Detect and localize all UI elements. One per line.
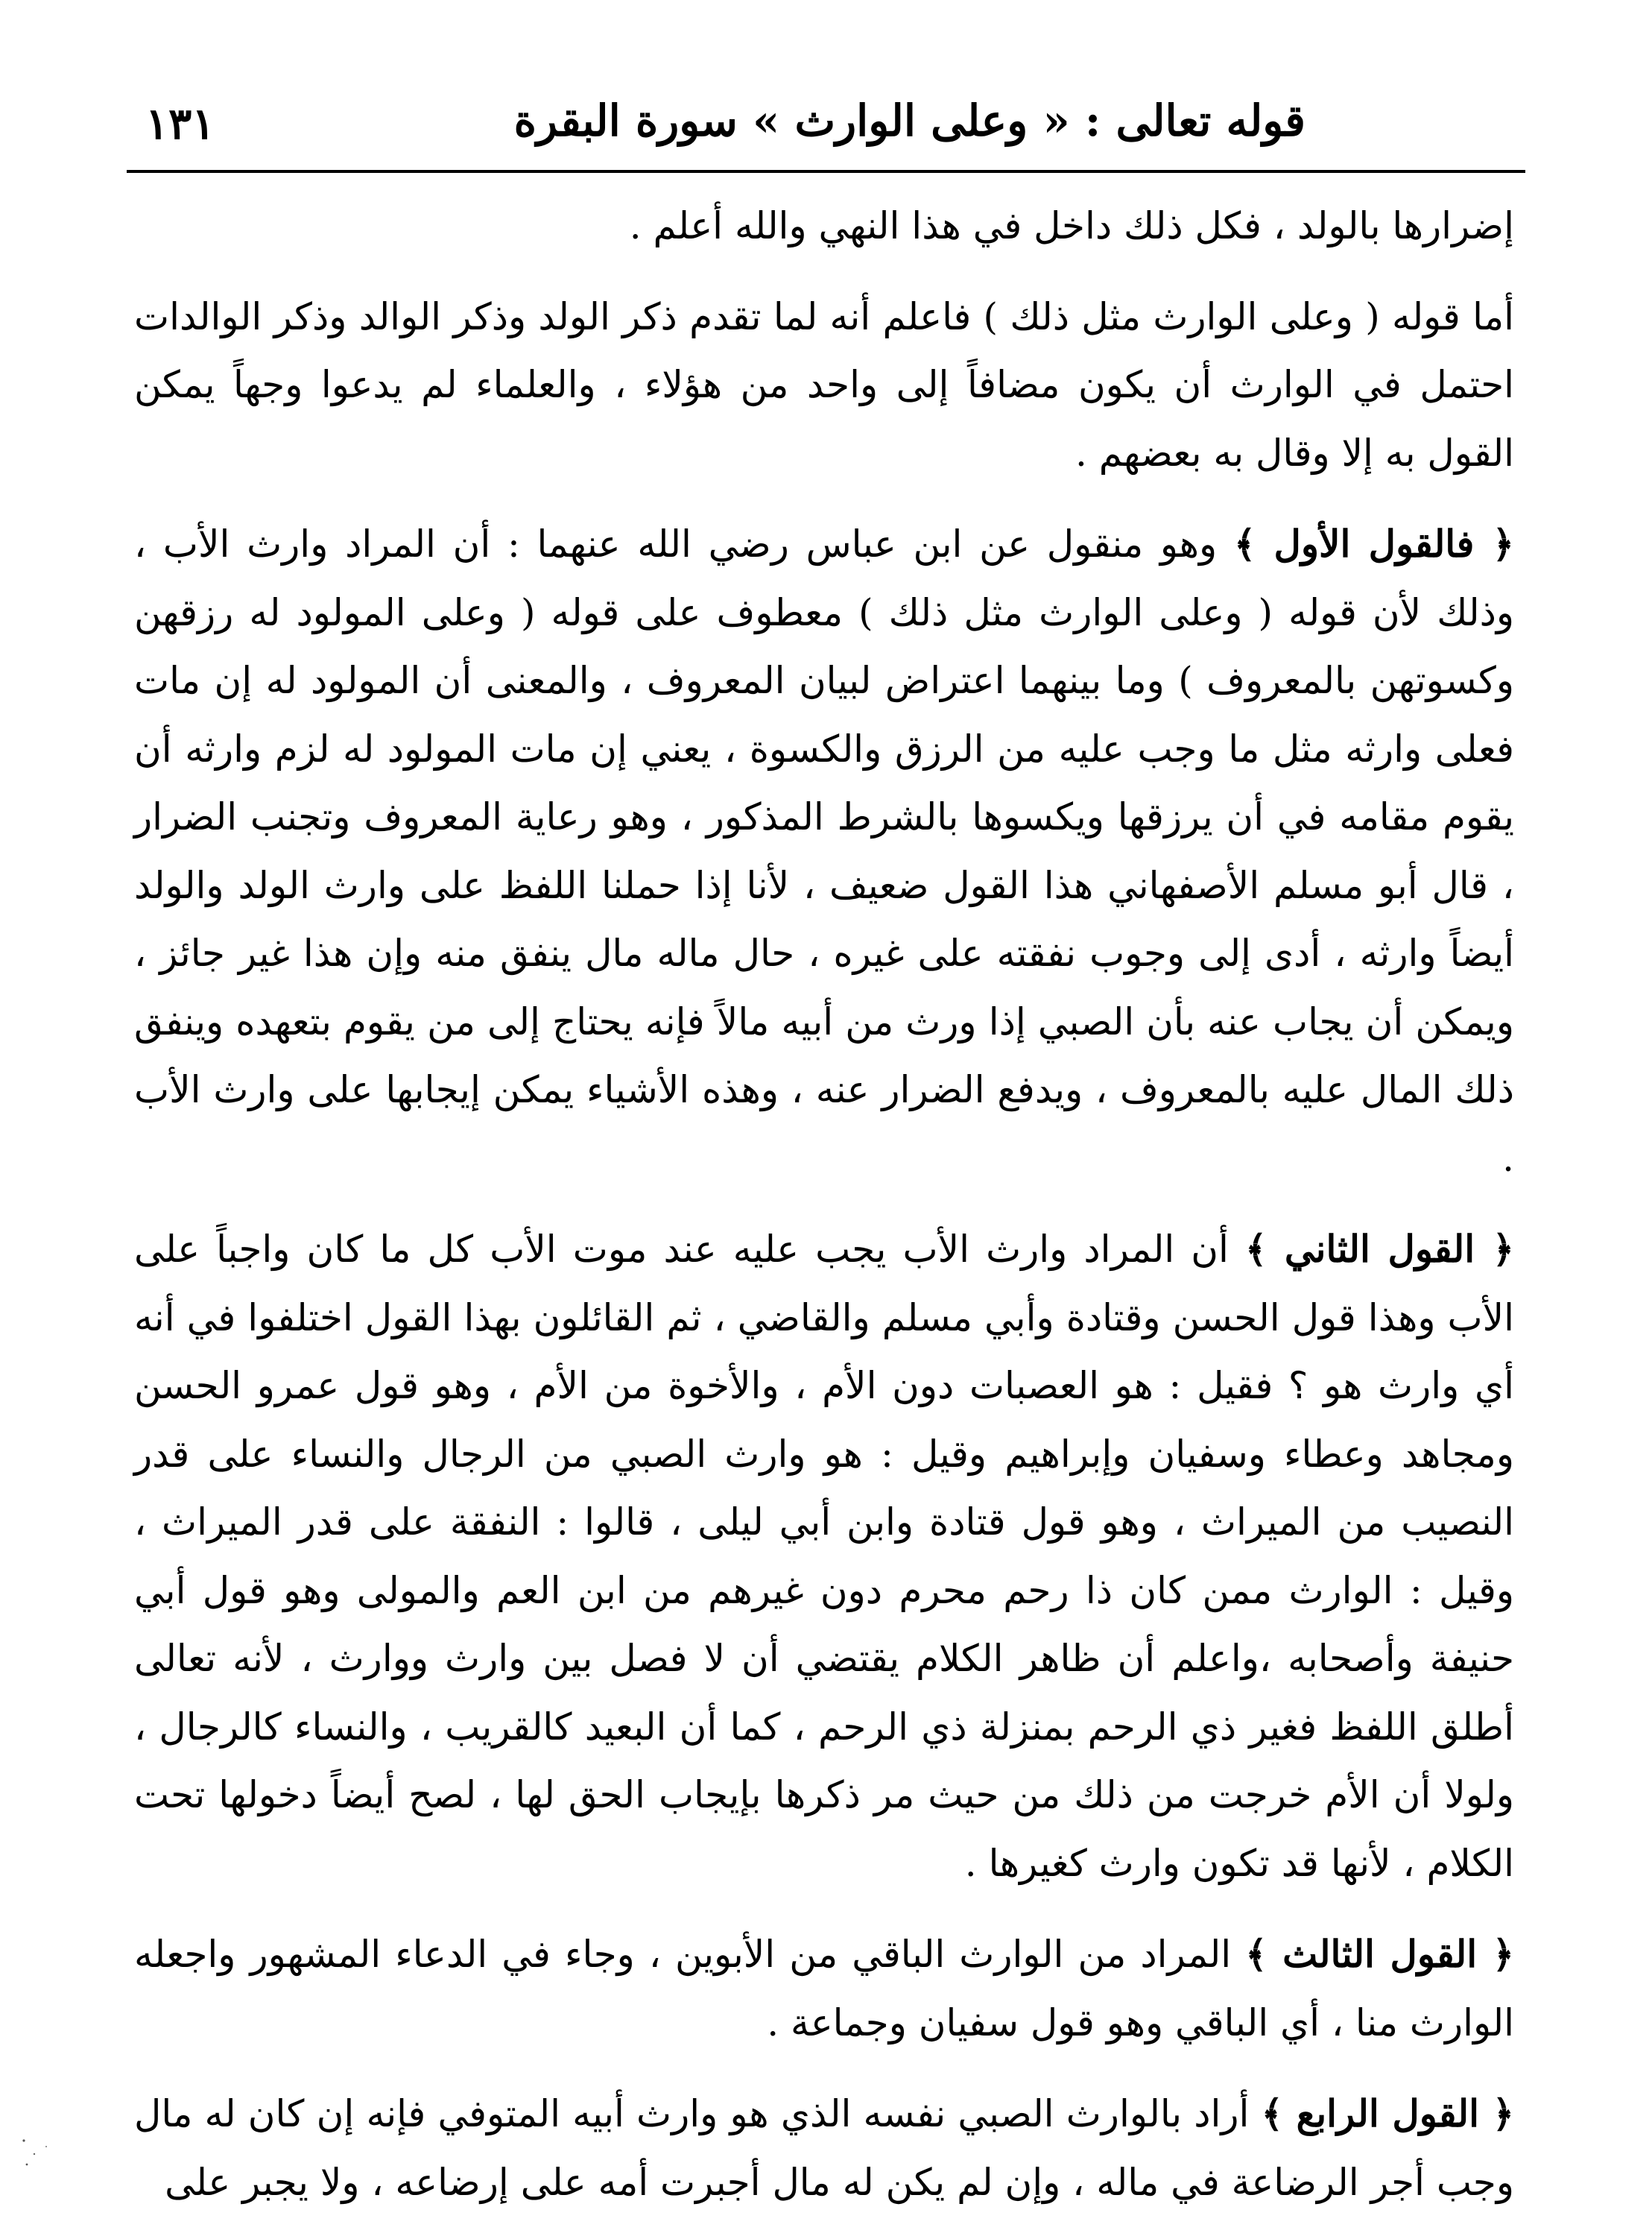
paragraph-text: أراد بالوارث الصبي نفسه الذي هو وارث أبيه المتوفي فإنه إن كان له مال وجب أجر الرضاعة في ماله ، وإن لم يكن له مال أجبرت أمه على إرضاعه ، ولا يجبر على — [134, 2092, 1514, 2204]
paragraph-verse-commentary — [134, 283, 1514, 488]
section-marker-first-opinion: ﴿ فالقول الأول ﴾ — [1233, 522, 1514, 566]
scan-specks — [16, 2132, 76, 2176]
paragraph-first-opinion — [134, 510, 1514, 1193]
body-text — [134, 192, 1514, 2239]
section-marker-second-opinion: ﴿ القول الثاني ﴾ — [1244, 1227, 1514, 1271]
paragraph-text: وهو منقول عن ابن عباس رضي الله عنهما : أن المراد وارث الأب ، وذلك لأن قوله ( وعلى الوارث مثل ذلك ) معطوف على قوله ( وعلى المولود له رزقهن وكسوتهن بالمعروف ) وما بينهما اعتراض لبيان المعروف ، والمعنى أن المولود له إن مات فعلى وارثه مثل ما وجب عليه من الرزق والكسوة ، يعني إن مات المولود له لزم وارثه أن يقوم مقامه في أن يرزقها ويكسوها بالشرط المذكور ، وهو رعاية المعروف وتجنب الضرار ، قال أبو مسلم الأصفهاني هذا القول ضعيف ، لأنا إذا حملنا اللفظ على وارث الولد والولد أيضاً وارثه ، أدى إلى وجوب نفقته على غيره ، حال ماله مال ينفق منه وإن هذا غير جائز ، ويمكن أن يجاب عنه بأن الصبي إذا ورث من أبيه مالاً فإنه يحتاج إلى من يقوم بتعهده وينفق ذلك المال عليه بالمعروف ، ويدفع الضرار عنه ، وهذه الأشياء يمكن إيجابها على وارث الأب . — [134, 522, 1514, 1180]
paragraph-text: أن المراد وارث الأب يجب عليه عند موت الأب كل ما كان واجباً على الأب وهذا قول الحسن وقتادة وأبي مسلم والقاضي ، ثم القائلون بهذا القول اختلفوا في أنه أي وارث هو ؟ فقيل : هو العصبات دون الأم ، والأخوة من الأم ، وهو قول عمرو الحسن ومجاهد وعطاء وسفيان وإبراهيم وقيل : هو وارث الصبي من الرجال والنساء على قدر النصيب من الميراث ، وهو قول قتادة وابن أبي ليلى ، قالوا : النفقة على قدر الميراث ، وقيل : الوارث ممن كان ذا رحم محرم دون غيرهم من ابن العم والمولى وهو قول أبي حنيفة وأصحابه ،واعلم أن ظاهر الكلام يقتضي أن لا فصل بين وارث ووارث ، لأنه تعالى أطلق اللفظ فغير ذي الرحم بمنزلة ذي الرحم ، كما أن البعيد كالقريب ، والنساء كالرجال ، ولولا أن الأم خرجت من ذلك من حيث مر ذكرها بإيجاب الحق لها ، لصح أيضاً دخولها تحت الكلام ، لأنها قد تكون وارث كغيرها . — [134, 1228, 1514, 1885]
paragraph-fourth-opinion — [134, 2079, 1514, 2217]
paragraph-text: المراد من الوارث الباقي من الأبوين ، وجاء في الدعاء المشهور واجعله الوارث منا ، أي الباقي وهو قول سفيان وجماعة . — [134, 1933, 1514, 2044]
section-marker-fourth-opinion: ﴿ القول الرابع ﴾ — [1261, 2091, 1514, 2135]
page-number: ١٣١ — [145, 98, 215, 149]
paragraph-intro-continuation — [134, 192, 1514, 261]
page-header — [130, 89, 1522, 164]
paragraph-text: أما قوله ( وعلى الوارث مثل ذلك ) فاعلم أنه لما تقدم ذكر الولد وذكر الوالد وذكر الوالدات احتمل في الوارث أن يكون مضافاً إلى واحد من هؤلاء ، والعلماء لم يدعوا وجهاً يمكن القول به إلا وقال به بعضهم . — [134, 294, 1514, 475]
running-title: قوله تعالى : « وعلى الوارث » سورة البقرة — [513, 95, 1306, 146]
paragraph-second-opinion — [134, 1215, 1514, 1898]
section-marker-third-opinion: ﴿ القول الثالث ﴾ — [1245, 1932, 1515, 1976]
paragraph-third-opinion — [134, 1920, 1514, 2057]
paragraph-text: إضرارها بالولد ، فكل ذلك داخل في هذا النهي والله أعلم . — [629, 204, 1514, 247]
header-divider — [127, 170, 1525, 173]
